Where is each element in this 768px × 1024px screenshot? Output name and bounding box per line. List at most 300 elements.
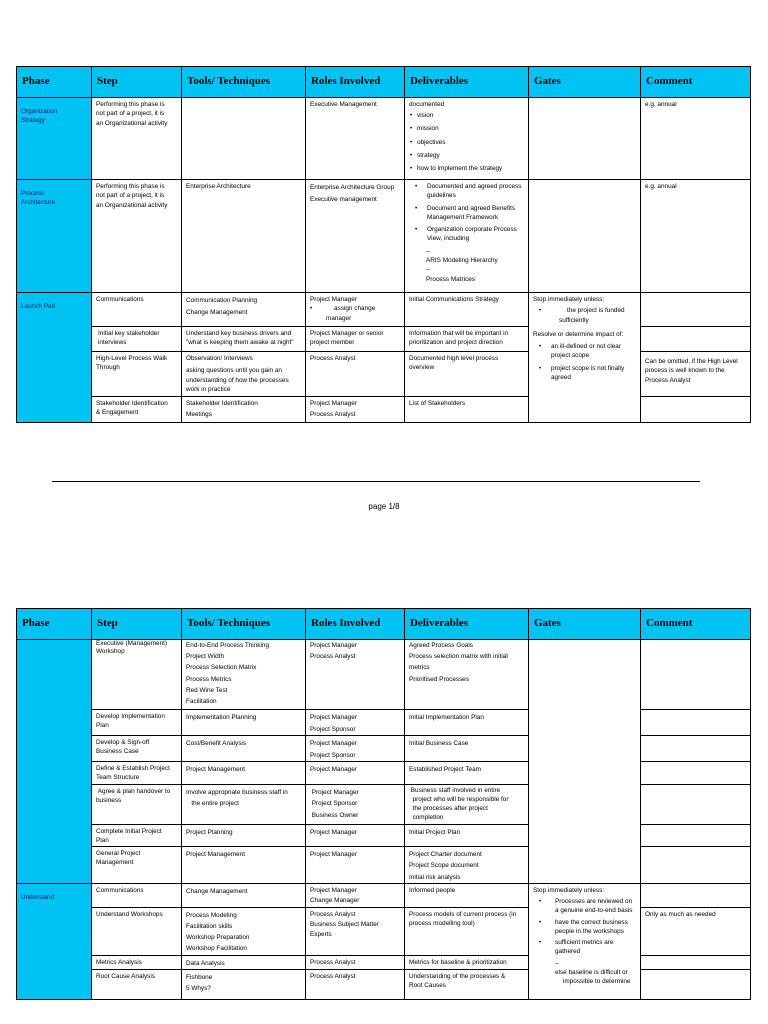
tools-text: Change Management [186,308,248,316]
roles-text: Project Manager [310,400,357,407]
header-deliverables: Deliverables [405,67,529,98]
deliverable-text: Initial Communications Strategy [409,296,499,303]
tools-text: Project Width [186,653,225,661]
roles-cell [306,969,405,999]
phase-cell [17,98,92,180]
deliverables-text: Project Charter document [409,851,482,859]
gates-text: • sufficient metrics are [555,939,614,947]
deliverables-text: Initial risk analysis [409,873,461,881]
tools-text: work in practice [186,385,231,393]
tools-text: Implementation Planning [186,714,257,721]
step-cell [92,736,182,762]
tools-text: "what is keeping them awake at night" [186,339,294,347]
tools-text: the entire project [186,800,239,808]
gates-text: Resolve or determine impact of: [533,330,624,338]
tools-cell [182,180,306,293]
deliverables-text: completion [409,814,444,822]
deliverable-item [417,182,526,201]
phase-cell [17,640,92,884]
roles-text: Project Manager [310,851,357,859]
phase-label: Launch Pad [21,303,56,310]
row-process-architecture [17,180,751,293]
roles-cell [306,293,405,327]
roles-text: Project Sponsor [310,725,356,733]
gates-text: agreed [551,373,571,381]
deliverables-cell [405,883,529,907]
deliverable-text: – [426,266,430,274]
roles-text: Project Sponsor [310,800,358,808]
header-phase: Phase [17,609,92,640]
table-row [17,762,751,785]
gates-bullet [541,897,638,916]
page-number: page 1/8 [368,502,400,511]
tools-cell [182,847,306,884]
gates-cell [529,883,641,999]
step-text: Develop & Sign-off [96,739,150,747]
gates-text: else baseline is difficult or [555,968,628,976]
comment-cell [641,883,751,907]
tools-text: End-to-End Process Thinking [186,642,270,649]
header-gates: Gates [529,609,641,640]
roles-text: Process Analyst [310,910,356,918]
step-text: Root Cause Analysis [96,972,155,980]
tools-text: Communication Planning [186,297,258,304]
deliverables-cell [405,293,529,327]
deliverables-text: Metrics for baseline & prioritization [409,958,507,966]
roles-text: Change Manager [310,896,360,904]
step-text: Communications [96,296,144,303]
deliverable-item: • vision [417,109,526,122]
tools-cell [182,883,306,907]
step-text: Team Structure [96,774,140,782]
tools-cell [182,785,306,825]
tools-text: Meetings [186,410,212,418]
deliverables-text: metrics [409,664,430,672]
roles-text: project member [310,339,355,347]
header-step: Step [92,67,182,98]
roles-text: Executive Management [310,101,377,108]
tools-cell [182,352,306,397]
tools-text: Project Management [186,766,245,774]
tools-text: Process Metrics [186,675,232,683]
gates-text: project scope [551,352,590,360]
tools-text: Observation/ Interviews [186,355,253,362]
step-cell [92,825,182,847]
gates-text: Stop immediately unless: [533,886,605,894]
step-cell [92,762,182,785]
deliverables-text: Process selection matrix with initial [409,653,508,661]
tools-text: Fishbone [186,973,213,981]
roles-cell [306,825,405,847]
tools-cell [182,98,306,180]
comment-cell [641,180,751,293]
deliverables-text: Process models of current process (in [409,910,517,918]
header-step: Step [92,609,182,640]
tools-text: Stakeholder Identification [186,400,258,407]
step-text: interviews [98,339,127,347]
comment-cell [641,825,751,847]
roles-text: Project Manager [310,740,357,748]
table-row [17,969,751,999]
tools-cell [182,907,306,955]
row-launch-pad-communications [17,293,751,327]
deliverable-text: Management Framework [427,213,499,221]
phase-label: Understand [21,893,55,901]
gates-cell [529,180,641,293]
gates-text: • have the correct business [555,918,628,926]
deliverables-text: Established Project Team [409,766,481,774]
deliverables-cell [405,825,529,847]
roles-cell [306,397,405,423]
step-cell [92,785,182,825]
gates-text: people in the workshops [555,927,624,935]
row-launch-pad-walkthrough [17,352,751,397]
deliverable-text: Process Matrices [426,275,476,283]
step-text: Executive (Management) [96,640,168,647]
step-text: not part of a project, it is [96,110,165,118]
comment-cell [641,352,751,397]
phase-label: Strategy [21,117,45,125]
deliverable-intro: documented [409,101,445,108]
comment-cell [641,955,751,969]
comment-text: e.g. annual [645,101,677,108]
tools-text: Red Wine Test [186,686,228,694]
step-text: General Project [96,850,141,858]
comment-text: Process Analyst [645,376,691,384]
roles-text: Enterprise Architecture Group [310,184,395,191]
deliverables-text: Business staff involved in entire [409,787,501,795]
roles-cell [306,327,405,352]
tools-text: Enterprise Architecture [186,183,251,190]
row-launch-pad-stakeholders [17,397,751,423]
step-cell [92,397,182,423]
comment-cell [641,640,751,710]
step-text: Initial key stakeholder [98,330,160,337]
table-row [17,955,751,969]
roles-text: Process Analyst [310,653,356,661]
table-row [17,883,751,907]
roles-cell [306,762,405,785]
step-text: Management [96,859,134,867]
step-cell [92,847,182,884]
roles-cell [306,180,405,293]
roles-text: Project Manager [310,829,357,837]
tools-text: Project Planning [186,829,233,837]
comment-text: e.g. annual [645,183,677,190]
header-comment: Comment [641,609,751,640]
deliverable-text: prioritization and project direction [409,339,503,347]
table-row [17,710,751,736]
gates-text: • Processes are reviewed on [555,898,633,906]
tools-text: Change Management [186,887,248,895]
comment-cell [641,785,751,825]
table-row [17,907,751,955]
tools-cell [182,762,306,785]
deliverables-text: the processes after project [409,805,488,813]
step-cell [92,710,182,736]
deliverable-item: • how to implement the strategy [417,162,526,175]
header-roles: Roles Involved [306,609,405,640]
step-text: Communications [96,886,144,894]
comment-cell [641,736,751,762]
roles-text: Project Manager [310,714,357,721]
step-text: not part of a project, it is [96,192,165,200]
deliverable-item: • mission [417,122,526,135]
deliverable-item: • strategy [417,149,526,162]
roles-text: Project Manager [310,296,357,303]
gates-bullet [541,342,638,361]
step-text: Agree & plan handover to [96,788,171,796]
gates-bullet [541,938,638,957]
comment-cell [641,847,751,884]
roles-bullet [312,304,402,323]
roles-cell [306,785,405,825]
step-text: Performing this phase is [96,101,165,108]
deliverables-cell [405,969,529,999]
deliverable-text: • Organization corporate Process [427,226,517,234]
phase-cell [17,883,92,999]
roles-cell [306,98,405,180]
gates-cell [529,293,641,423]
phase-label: Organization [21,108,58,115]
header-tools: Tools/ Techniques [182,67,306,98]
roles-text: Business Owner [310,811,359,819]
tools-text: Facilitation skills [186,922,233,930]
tools-text: 5 Whys? [186,984,211,992]
step-text: Stakeholder Identification [96,400,168,407]
gates-text: • project scope is not finally [551,364,625,372]
deliverables-text: Prioritised Processes [409,675,470,683]
deliverables-text: Project Scope document [409,862,479,870]
step-cell [92,180,182,293]
step-text: business [96,797,122,805]
header-tools: Tools/ Techniques [182,609,306,640]
comment-cell [641,397,751,423]
roles-cell [306,352,405,397]
deliverable-item [417,204,526,223]
roles-text: Project Manager [310,642,357,649]
gates-text: Stop immediately unless: [533,296,605,303]
header-roles: Roles Involved [306,67,405,98]
deliverables-text: process modelling tool) [409,920,475,928]
tools-text: Understand key business drivers and [186,330,292,337]
roles-cell [306,883,405,907]
tools-text: Project Management [186,851,245,859]
tools-cell [182,640,306,710]
deliverable-text: guidelines [427,192,456,200]
deliverables-text: project who will be responsible for [409,796,509,804]
header-deliverables: Deliverables [405,609,529,640]
deliverable-text: overview [409,364,435,372]
phase-label: Architecture [21,199,56,207]
header-gates: Gates [529,67,641,98]
roles-text: Experts [310,931,332,939]
deliverables-text: Understanding of the processes & [409,972,506,980]
roles-text: Project Manager [310,766,357,774]
page-divider [52,481,700,482]
tools-cell [182,969,306,999]
gates-bullet [541,306,638,325]
comment-text: Only as much as needed [645,910,716,918]
deliverable-text: • Document and agreed Benefits [427,204,516,212]
tools-text: Process Selection Matrix [186,664,257,672]
deliverable-text: – [426,247,430,255]
deliverable-text: ARIS Modeling Hierarchy [426,256,498,264]
roles-text: • assign change [334,305,376,313]
step-cell [92,293,182,327]
gates-bullet [541,918,638,937]
comment-cell [641,762,751,785]
tools-text: Workshop Preparation [186,934,250,942]
deliverables-text: Root Causes [409,982,446,990]
step-text: Complete Initial Project [96,828,162,836]
deliverable-text: Information that will be important in [409,330,509,337]
roles-cell [306,907,405,955]
tools-text: Workshop Facilitation [186,945,247,953]
phase-cell [17,180,92,293]
comment-cell [641,969,751,999]
step-cell [92,327,182,352]
gates-tail [533,959,638,987]
deliverables-text: Agreed Process Goals [409,642,473,649]
gates-bullet [541,364,638,383]
deliverables-cell [405,397,529,423]
comment-cell [641,907,751,955]
step-text: Develop Implementation [96,713,165,720]
step-text: & Engagement [96,409,139,417]
step-text: Through [96,364,120,372]
deliverable-item [417,225,526,244]
phase-cell [17,293,92,423]
table-row [17,825,751,847]
step-text: Business Case [96,748,139,756]
deliverables-cell [405,327,529,352]
gates-text: gathered [555,948,581,956]
gates-text: – [555,959,559,967]
tools-cell [182,955,306,969]
roles-text: Project Sponsor [310,751,356,759]
tools-text: Involve appropriate business staff in [186,789,288,797]
deliverables-cell [405,736,529,762]
deliverables-cell [405,762,529,785]
header-comment: Comment [641,67,751,98]
deliverables-cell [405,180,529,293]
tools-text: Cost/Benefit Analysis [186,740,247,748]
step-text: Workshop [96,647,125,655]
table-row [17,847,751,884]
deliverables-cell [405,907,529,955]
step-text: High-Level Process Walk [96,355,168,362]
gates-text: sufficiently [559,316,589,324]
comment-text: Can be omitted, if the High Level [645,358,738,365]
comment-cell [641,710,751,736]
deliverables-text: Initial Project Plan [409,829,461,837]
deliverable-text: View, including [427,235,470,243]
step-cell [92,352,182,397]
tools-text: asking questions until you gain an [186,367,282,375]
gates-text: • the project is funded [567,307,625,315]
roles-text: Executive management [310,195,377,203]
tools-text: Data Analysis [186,959,225,967]
tools-cell [182,293,306,327]
deliverable-text: • Documented and agreed process [427,183,522,190]
deliverable-text: Documented high level process [409,355,499,362]
roles-text: Process Analyst [310,410,356,418]
row-launch-pad-interviews [17,327,751,352]
gates-cell [529,98,641,180]
deliverables-cell [405,955,529,969]
deliverables-cell [405,847,529,884]
header-row [17,67,751,98]
roles-cell [306,710,405,736]
gates-text: impossible to determine [563,978,631,986]
roles-text: Project Manager [310,789,359,797]
table-row [17,785,751,825]
tools-cell [182,825,306,847]
tools-cell [182,397,306,423]
roles-cell [306,640,405,710]
roles-text: Project Manager or senior [310,330,384,337]
deliverables-text: Initial Business Case [409,740,469,748]
step-text: Metrics Analysis [96,958,142,966]
step-cell [92,969,182,999]
phase-label: Process [21,190,45,197]
step-cell [92,640,182,710]
tools-cell [182,327,306,352]
step-text: Understand Workshops [96,910,163,918]
deliverables-cell [405,640,529,710]
step-text: Plan [96,722,109,730]
comment-cell [641,98,751,180]
header-row [17,609,751,640]
roles-text: manager [326,314,352,322]
step-text: Plan [96,837,109,845]
deliverables-text: Informed people [409,886,456,894]
tools-text: understanding of how the processes [186,376,289,384]
roles-text: Process Analyst [310,355,356,362]
tools-cell [182,710,306,736]
comment-cell [641,327,751,352]
step-cell [92,907,182,955]
deliverable-item: • objectives [417,136,526,149]
step-cell [92,98,182,180]
row-organization-strategy [17,98,751,180]
tools-text: Facilitation [186,698,217,706]
roles-text: Business Subject Matter [310,920,379,928]
gates-text: a genuine end-to-end basis [555,907,633,915]
step-text: Performing this phase is [96,183,165,190]
gates-cell [529,640,641,884]
process-table-2 [16,608,751,1000]
deliverables-cell [405,352,529,397]
roles-cell [306,955,405,969]
tools-cell [182,736,306,762]
gates-text: • an ill-defined or not clear [551,343,621,351]
header-phase: Phase [17,67,92,98]
deliverables-text: Initial Implementation Plan [409,714,484,721]
roles-text: Process Analyst [310,972,356,980]
step-text: an Organizational activity [96,201,168,209]
roles-text: Process Analyst [310,958,356,966]
step-text: Define & Establish Project [96,765,170,773]
step-text: an Organizational activity [96,119,168,127]
step-cell [92,955,182,969]
deliverables-cell [405,710,529,736]
deliverables-cell [405,98,529,180]
deliverables-cell [405,785,529,825]
comment-text: process is well known to the [645,367,725,375]
tools-text: Process Modeling [186,911,237,919]
